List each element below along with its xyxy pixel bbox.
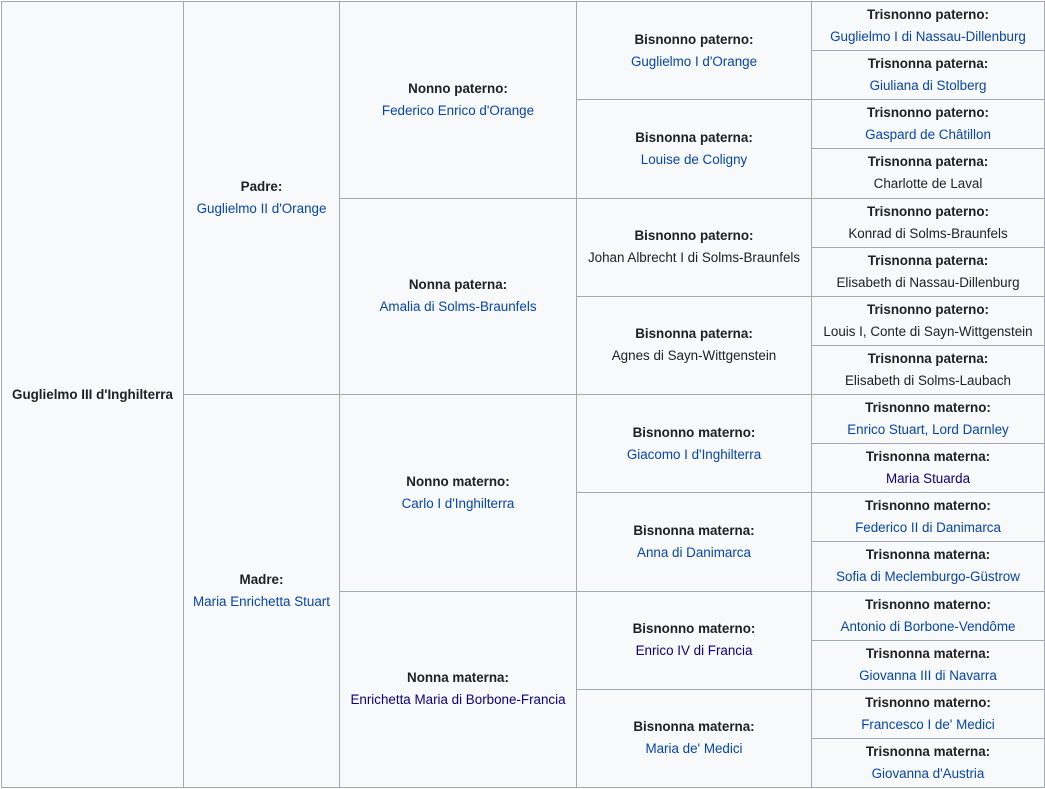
ancestor-role-label: Bisnonna materna: (633, 719, 755, 735)
ancestor-role-label: Madre: (239, 572, 284, 587)
ancestor-link[interactable]: Giacomo I d'Inghilterra (626, 446, 762, 462)
ancestor-role-label: Trisnonno paterno: (867, 301, 989, 317)
great-grandparent-cell (577, 100, 812, 198)
great-great-grandparent-cell (812, 296, 1045, 345)
ancestor-role-label: Trisnonna paterna: (867, 350, 989, 366)
ancestor-role-label: Trisnonna paterna: (867, 252, 989, 268)
ancestor-link[interactable]: Sofia di Meclemburgo-Güstrow (836, 569, 1020, 585)
ancestor-role-label: Trisnonno materno: (865, 596, 991, 612)
great-grandparent-cell (577, 493, 812, 591)
ancestor-role-label: Trisnonno materno: (865, 694, 991, 710)
great-grandparent-cell (577, 395, 812, 493)
ancestor-name: Agnes di Sayn-Wittgenstein (611, 348, 777, 364)
ancestor-name: Konrad di Solms-Braunfels (848, 225, 1008, 241)
ancestor-link[interactable]: Enrico IV di Francia (635, 643, 753, 659)
ancestor-role-label: Nonno paterno: (408, 80, 508, 96)
ancestor-link[interactable]: Guglielmo I d'Orange (630, 53, 758, 69)
great-grandparent-cell (577, 2, 812, 100)
great-great-grandparent-cell (812, 542, 1045, 591)
ancestor-role-label: Bisnonno materno: (632, 621, 756, 637)
great-great-grandparent-cell (812, 149, 1045, 198)
father-cell (184, 2, 340, 395)
subject-name: Guglielmo III d'Inghilterra (12, 386, 173, 402)
ancestor-name: Johan Albrecht I di Solms-Braunfels (587, 250, 801, 266)
great-great-grandparent-cell (812, 738, 1045, 787)
ancestor-role-label: Trisnonna paterna: (867, 154, 989, 170)
ancestor-link[interactable]: Giovanna III di Navarra (859, 667, 997, 683)
great-great-grandparent-cell (812, 493, 1045, 542)
ancestor-role-label: Trisnonno paterno: (867, 203, 989, 219)
ancestor-role-label: Bisnonna paterna: (635, 129, 753, 145)
ancestor-role-label: Trisnonno paterno: (867, 7, 989, 23)
great-great-grandparent-cell (812, 2, 1045, 51)
ancestor-link[interactable]: Louise de Coligny (640, 151, 748, 167)
ancestor-name: Louis I, Conte di Sayn-Wittgenstein (823, 323, 1033, 339)
great-grandparent-cell (577, 689, 812, 787)
ancestor-role-label: Trisnonna paterna: (867, 56, 989, 72)
ancestor-link[interactable]: Enrico Stuart, Lord Darnley (847, 422, 1009, 438)
great-great-grandparent-cell (812, 198, 1045, 247)
grandparent-cell (340, 2, 577, 199)
ancestor-role-label: Nonna paterna: (408, 277, 508, 293)
great-great-grandparent-cell (812, 247, 1045, 296)
ancestor-role-label: Trisnonna materna: (865, 743, 991, 759)
ancestor-name: Charlotte de Laval (873, 176, 983, 192)
ancestor-role-label: Padre: (240, 179, 283, 194)
ancestor-link[interactable]: Gaspard de Châtillon (865, 127, 991, 143)
grandparent-cell (340, 198, 577, 395)
ancestor-link[interactable]: Maria Enrichetta Stuart (193, 594, 330, 609)
ancestor-link[interactable]: Maria de' Medici (645, 741, 743, 757)
ancestor-link[interactable]: Guglielmo I di Nassau-Dillenburg (830, 29, 1026, 45)
ancestor-role-label: Bisnonno paterno: (634, 228, 754, 244)
ancestor-link[interactable]: Federico II di Danimarca (855, 520, 1001, 536)
great-grandparent-cell (577, 591, 812, 689)
ancestor-role-label: Trisnonno paterno: (867, 105, 989, 121)
subject-cell (2, 2, 184, 788)
great-grandparent-cell (577, 198, 812, 296)
great-great-grandparent-cell (812, 640, 1045, 689)
ancestor-link[interactable]: Antonio di Borbone-Vendôme (840, 618, 1016, 634)
ancestor-link[interactable]: Maria Stuarda (885, 471, 971, 487)
ancestor-role-label: Trisnonna materna: (865, 547, 991, 563)
great-great-grandparent-cell (812, 689, 1045, 738)
ancestor-role-label: Nonno materno: (406, 473, 510, 489)
ancestor-link[interactable]: Giovanna d'Austria (871, 765, 985, 781)
grandparent-cell (340, 591, 577, 788)
grandparent-cell (340, 395, 577, 592)
ancestor-link[interactable]: Guglielmo II d'Orange (196, 201, 327, 216)
ancestor-name: Elisabeth di Solms-Laubach (845, 372, 1011, 388)
ancestor-link[interactable]: Giuliana di Stolberg (869, 78, 987, 94)
ancestor-role-label: Trisnonna materna: (865, 645, 991, 661)
ancestor-link[interactable]: Federico Enrico d'Orange (381, 102, 535, 118)
pedigree-body (2, 2, 1045, 788)
ancestor-link[interactable]: Carlo I d'Inghilterra (401, 495, 515, 511)
great-grandparent-cell (577, 296, 812, 394)
great-great-grandparent-cell (812, 51, 1045, 100)
great-great-grandparent-cell (812, 345, 1045, 394)
ancestor-role-label: Bisnonna paterna: (635, 326, 753, 342)
pedigree-row (2, 2, 1045, 51)
great-great-grandparent-cell (812, 591, 1045, 640)
ancestor-role-label: Bisnonno materno: (632, 424, 756, 440)
ancestor-role-label: Bisnonno paterno: (634, 31, 754, 47)
ancestor-link[interactable]: Anna di Danimarca (637, 544, 751, 560)
ancestor-role-label: Trisnonno materno: (865, 400, 991, 416)
ancestor-role-label: Bisnonna materna: (633, 522, 755, 538)
ancestor-role-label: Trisnonno materno: (865, 498, 991, 514)
great-great-grandparent-cell (812, 395, 1045, 444)
ancestor-role-label: Trisnonna materna: (865, 449, 991, 465)
ancestor-link[interactable]: Amalia di Solms-Braunfels (379, 299, 537, 315)
ancestor-link[interactable]: Enrichetta Maria di Borbone-Francia (350, 692, 566, 708)
great-great-grandparent-cell (812, 444, 1045, 493)
ancestor-role-label: Nonna materna: (407, 670, 509, 686)
mother-cell (184, 395, 340, 788)
ancestor-link[interactable]: Francesco I de' Medici (861, 716, 995, 732)
ancestor-name: Elisabeth di Nassau-Dillenburg (836, 274, 1020, 290)
pedigree-table (1, 1, 1045, 788)
great-great-grandparent-cell (812, 100, 1045, 149)
